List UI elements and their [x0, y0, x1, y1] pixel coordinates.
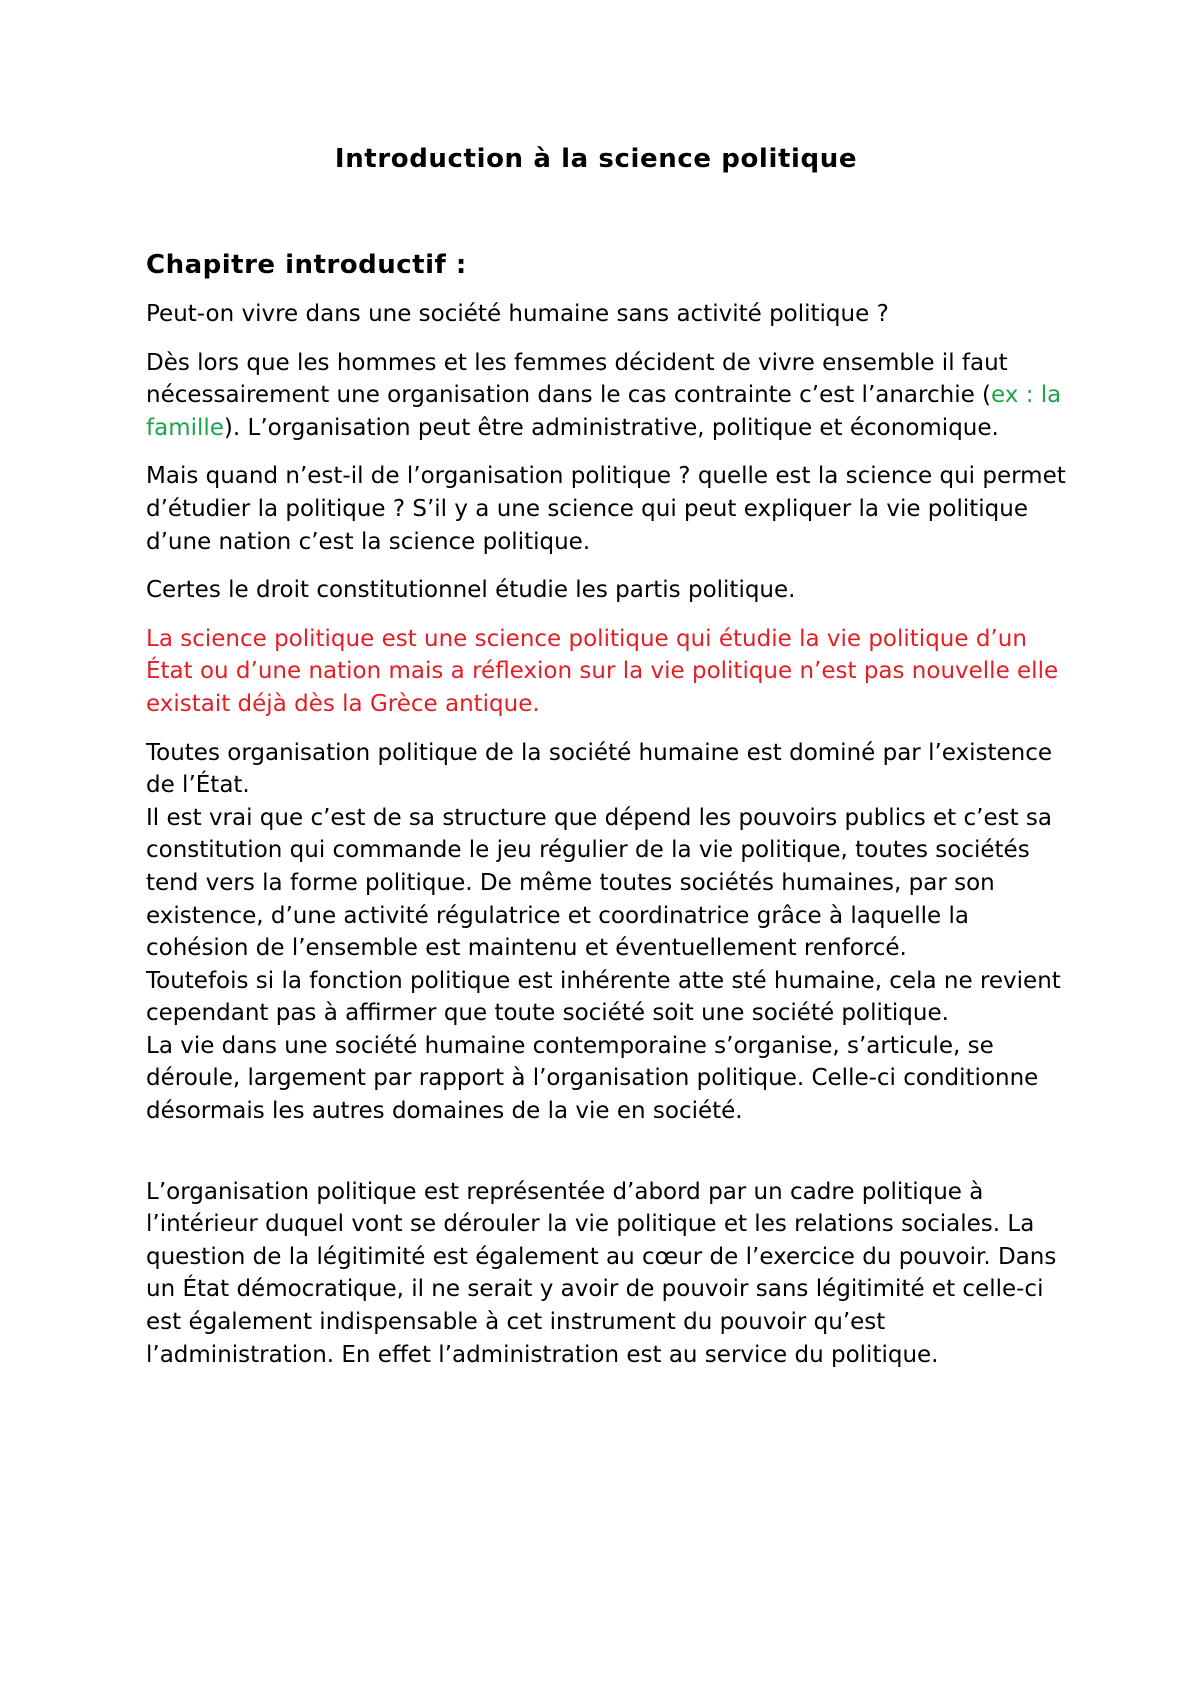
paragraph-etat-line-4: La vie dans une société humaine contemporaine s’organise, s’articule, se déroule, largement par rapport à l’organisation politique. Celle-ci conditionne désormais les autres domaines de la vie en société. [146, 1032, 1039, 1125]
example-highlight: ex : la famille [146, 382, 1062, 441]
paragraph-organisation-start: Dès lors que les hommes et les femmes décident de vivre ensemble il faut nécessairement une organisation dans le cas contrainte c’est l’anarchie ( [146, 349, 1008, 409]
paragraph-organisation [146, 347, 1076, 445]
paragraph-questions: Mais quand n’est-il de l’organisation politique ? quelle est la science qui permet d’étudier la politique ? S’il y a une science qui peut expliquer la vie politique d’une nation c’est la science politique. [146, 463, 1066, 555]
opening-question: Peut-on vivre dans une société humaine sans activité politique ? [146, 301, 889, 327]
paragraph-definition-highlight: La science politique est une science politique qui étudie la vie politique d’un État ou d’une nation mais a réflexion sur la vie politique n’est pas nouvelle elle existait déjà dès la Grèce antique. [146, 625, 1059, 717]
paragraph-organisation-end: ). L’organisation peut être administrative, politique et économique. [223, 414, 999, 441]
paragraph-etat [146, 737, 1076, 1128]
chapter-heading: Chapitre introductif : [146, 250, 467, 280]
blank-line [146, 1144, 1076, 1176]
paragraph-etat-line-2: Il est vrai que c’est de sa structure que dépend les pouvoirs publics et c’est sa constitution qui commande le jeu régulier de la vie politique, toutes sociétés tend vers la forme politique. De même toutes sociétés humaines, par son existence, d’une activité régulatrice et coordinatrice grâce à laquelle la cohésion de l’ensemble est maintenu et éventuellement renforcé. [146, 804, 1053, 962]
paragraph-etat-line-3: Toutefois si la fonction politique est inhérente atte sté humaine, cela ne revient cependant pas à affirmer que toute société soit une société politique. [146, 967, 1061, 1027]
paragraph-droit-constitutionnel: Certes le droit constitutionnel étudie les partis politique. [146, 577, 796, 604]
paragraph-etat-line-1: Toutes organisation politique de la société humaine est dominé par l’existence de l’État. [146, 739, 1053, 799]
paragraph-legitimite: L’organisation politique est représentée d’abord par un cadre politique à l’intérieur duquel vont se dérouler la vie politique et les relations sociales. La question de la légitimité est également au cœur de l’exercice du pouvoir. Dans un État démocratique, il ne serait y avoir de pouvoir sans légitimité et celle-ci est également indispensable à cet instrument du pouvoir qu’est l’administration. En effet l’administration est au service du politique. [146, 1178, 1057, 1368]
document-body [146, 298, 1076, 1387]
document-title: Introduction à la science politique [334, 144, 858, 174]
